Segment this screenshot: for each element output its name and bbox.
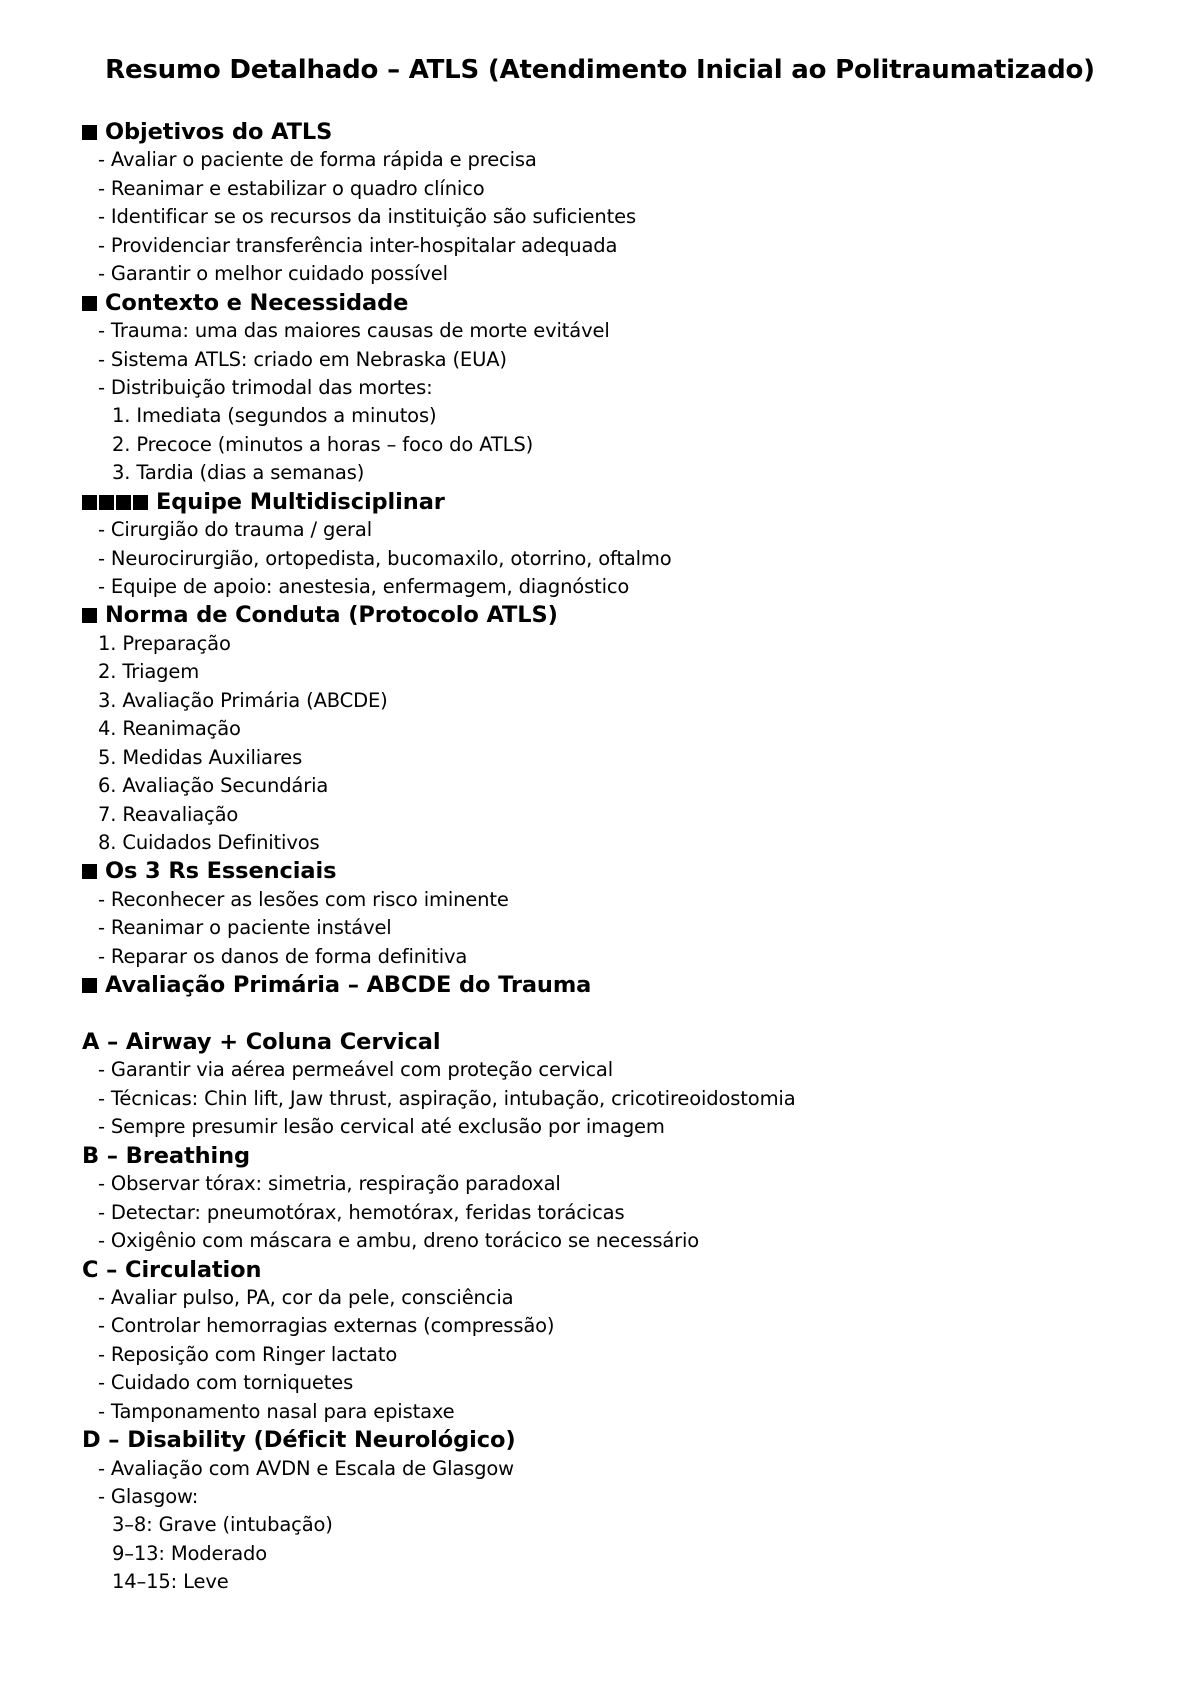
sub-list-item: 1. Imediata (segundos a minutos) bbox=[112, 404, 437, 428]
list-item: - Sempre presumir lesão cervical até exclusão por imagem bbox=[98, 1115, 665, 1139]
list-item: 7. Reavaliação bbox=[98, 802, 239, 826]
section-heading-disability: D – Disability (Déficit Neurológico) bbox=[82, 1427, 516, 1454]
list-item: - Detectar: pneumotórax, hemotórax, feridas torácicas bbox=[98, 1200, 625, 1224]
section-heading-circulation: C – Circulation bbox=[82, 1256, 262, 1283]
list-item: - Providenciar transferência inter-hospitalar adequada bbox=[98, 233, 618, 257]
list-item: 8. Cuidados Definitivos bbox=[98, 830, 320, 854]
section-heading-avaliacao-primaria: Avaliação Primária – ABCDE do Trauma bbox=[82, 971, 1142, 999]
list-item: 6. Avaliação Secundária bbox=[98, 774, 329, 798]
sub-list-item: 3. Tardia (dias a semanas) bbox=[112, 461, 365, 485]
square-bullet-icon bbox=[82, 296, 97, 311]
list-item: - Cuidado com torniquetes bbox=[98, 1371, 354, 1395]
section-heading-norma: Norma de Conduta (Protocolo ATLS) bbox=[82, 601, 1142, 629]
square-bullet-icon bbox=[82, 125, 97, 140]
blank-line bbox=[82, 1000, 1142, 1028]
list-item: 3. Avaliação Primária (ABCDE) bbox=[98, 688, 388, 712]
list-item: - Avaliação com AVDN e Escala de Glasgow bbox=[98, 1456, 514, 1480]
section-heading-objetivos: Objetivos do ATLS bbox=[82, 118, 1142, 146]
list-item: - Cirurgião do trauma / geral bbox=[98, 518, 372, 542]
list-item: - Glasgow: bbox=[98, 1485, 199, 1508]
list-item: - Reanimar o paciente instável bbox=[98, 916, 392, 940]
list-item: - Técnicas: Chin lift, Jaw thrust, aspiração, intubação, cricotireoidostomia bbox=[98, 1086, 796, 1110]
square-bullet-icon bbox=[99, 495, 114, 510]
square-bullet-icon bbox=[82, 978, 97, 993]
list-item: - Identificar se os recursos da instituição são suficientes bbox=[98, 205, 636, 229]
list-item: - Garantir via aérea permeável com proteção cervical bbox=[98, 1058, 613, 1082]
list-item: - Controlar hemorragias externas (compressão) bbox=[98, 1314, 555, 1338]
list-item: - Equipe de apoio: anestesia, enfermagem, diagnóstico bbox=[98, 575, 630, 598]
list-item: - Tamponamento nasal para epistaxe bbox=[98, 1399, 455, 1423]
list-item: 2. Triagem bbox=[98, 660, 200, 684]
square-bullet-icon bbox=[116, 495, 131, 510]
document-title: Resumo Detalhado – ATLS (Atendimento Inicial ao Politraumatizado) bbox=[105, 55, 1095, 85]
list-item: - Distribuição trimodal das mortes: bbox=[98, 375, 433, 399]
square-bullet-icon bbox=[82, 864, 97, 879]
section-heading-airway: A – Airway + Coluna Cervical bbox=[82, 1029, 441, 1055]
square-bullet-icon bbox=[133, 495, 148, 510]
sub-list-item: 14–15: Leve bbox=[112, 1570, 229, 1594]
sub-list-item: 3–8: Grave (intubação) bbox=[112, 1513, 333, 1537]
list-item: 1. Preparação bbox=[98, 631, 231, 655]
list-item: - Trauma: uma das maiores causas de morte evitável bbox=[98, 319, 610, 343]
sub-list-item: 9–13: Moderado bbox=[112, 1541, 268, 1565]
list-item: - Avaliar o paciente de forma rápida e precisa bbox=[98, 148, 537, 172]
list-item: 4. Reanimação bbox=[98, 717, 241, 741]
section-heading-equipe: Equipe Multidisciplinar bbox=[82, 488, 1142, 516]
list-item: - Oxigênio com máscara e ambu, dreno torácico se necessário bbox=[98, 1229, 700, 1253]
document-content bbox=[82, 118, 1142, 1597]
square-bullet-icon bbox=[82, 608, 97, 623]
sub-list-item: 2. Precoce (minutos a horas – foco do ATLS) bbox=[112, 432, 534, 456]
list-item: - Sistema ATLS: criado em Nebraska (EUA) bbox=[98, 347, 507, 371]
list-item: - Reanimar e estabilizar o quadro clínico bbox=[98, 176, 485, 200]
list-item: - Reparar os danos de forma definitiva bbox=[98, 944, 468, 968]
list-item: 5. Medidas Auxiliares bbox=[98, 745, 303, 769]
list-item: - Neurocirurgião, ortopedista, bucomaxilo, otorrino, oftalmo bbox=[98, 546, 672, 570]
section-heading-breathing: B – Breathing bbox=[82, 1142, 251, 1169]
list-item: - Garantir o melhor cuidado possível bbox=[98, 262, 448, 286]
list-item: - Reposição com Ringer lactato bbox=[98, 1342, 398, 1366]
section-heading-3rs: Os 3 Rs Essenciais bbox=[82, 857, 1142, 885]
list-item: - Avaliar pulso, PA, cor da pele, consciência bbox=[98, 1285, 514, 1309]
square-bullet-icon bbox=[82, 495, 97, 510]
list-item: - Reconhecer as lesões com risco iminente bbox=[98, 887, 509, 911]
section-heading-contexto: Contexto e Necessidade bbox=[82, 289, 1142, 317]
list-item: - Observar tórax: simetria, respiração paradoxal bbox=[98, 1172, 561, 1196]
